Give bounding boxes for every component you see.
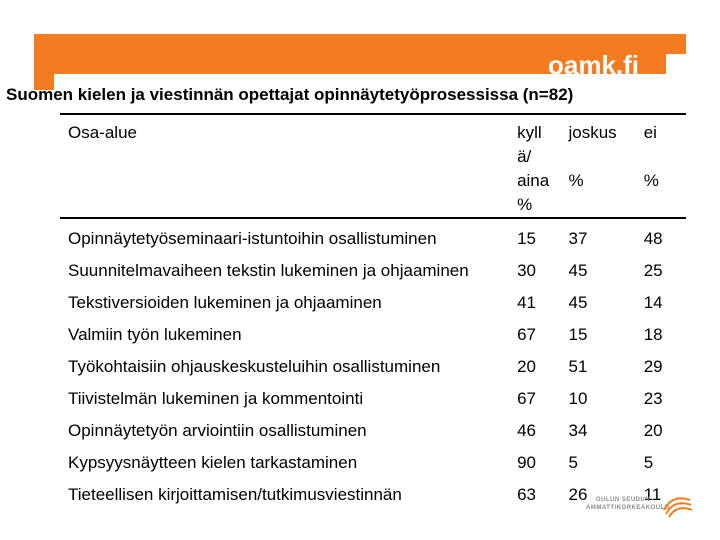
- row-kyll: 15: [517, 229, 536, 248]
- row-area: Opinnäytetyön arviointiin osallistuminen: [68, 421, 367, 440]
- table-row: [60, 251, 686, 283]
- header-joskus-line: [569, 145, 644, 169]
- row-kyll: 90: [517, 453, 536, 472]
- row-ei: 5: [643, 453, 654, 472]
- header-area: Osa-alue: [68, 123, 137, 142]
- row-kyll: 67: [517, 389, 536, 408]
- row-area: Tiivistelmän lukeminen ja kommentointi: [68, 389, 364, 408]
- header-kyll-line: %: [517, 195, 533, 214]
- header-ei-line: %: [643, 171, 659, 190]
- row-ei: 48: [643, 229, 663, 248]
- row-ei: 20: [643, 421, 663, 440]
- oamk-wave-icon: [662, 488, 692, 518]
- row-kyll: 46: [517, 421, 536, 440]
- footer-logo-line: AMMATTIKORKEAKOULU: [586, 505, 670, 511]
- row-ei: 14: [643, 293, 663, 312]
- header-kyll-line: ä/: [517, 147, 532, 166]
- header-ei: [644, 114, 686, 218]
- row-area: Kypsyysnäytteen kielen tarkastaminen: [68, 453, 358, 472]
- table-row: [60, 218, 686, 251]
- table-body: [60, 218, 686, 507]
- header-kyll-line: kyll: [517, 123, 542, 142]
- header-joskus-line: joskus: [568, 123, 617, 142]
- row-area: Tekstiversioiden lukeminen ja ohjaaminen: [68, 293, 382, 312]
- row-area: Tieteellisen kirjoittamisen/tutkimusviestinnän: [68, 485, 402, 504]
- row-ei: 25: [643, 261, 663, 280]
- row-joskus: 5: [568, 453, 578, 472]
- table-row: [60, 283, 686, 315]
- header-row: [60, 114, 686, 218]
- row-ei: 23: [643, 389, 663, 408]
- row-kyll: 30: [517, 261, 536, 280]
- table-row: [60, 315, 686, 347]
- header-kyll: [509, 114, 568, 218]
- row-kyll: 67: [517, 325, 536, 344]
- row-kyll: 20: [517, 357, 536, 376]
- row-area: Valmiin työn lukeminen: [68, 325, 242, 344]
- survey-table-wrap: [60, 113, 686, 507]
- slide-title: Suomen kielen ja viestinnän opettajat opinnäytetyöprosessissa (n=82): [6, 85, 574, 104]
- oamk-logo-text: oamk.fi: [548, 50, 640, 80]
- row-joskus: 51: [568, 357, 588, 376]
- row-kyll: 41: [517, 293, 536, 312]
- survey-table: [60, 113, 686, 507]
- table-row: [60, 443, 686, 475]
- row-area: Työkohtaisiin ohjauskeskusteluihin osallistuminen: [68, 357, 441, 376]
- row-joskus: 15: [568, 325, 588, 344]
- row-joskus: 10: [568, 389, 588, 408]
- header-kyll-line: aina: [517, 171, 550, 190]
- header-ei-line: ei: [643, 123, 657, 142]
- oamk-footer-logo-text: [586, 496, 670, 512]
- row-area: Opinnäytetyöseminaari-istuntoihin osallistuminen: [68, 229, 437, 248]
- row-kyll: 63: [517, 485, 536, 504]
- header-band-left: [34, 34, 54, 90]
- row-joskus: 37: [568, 229, 588, 248]
- row-ei: 29: [643, 357, 663, 376]
- header-ei-line: [644, 145, 686, 169]
- table-row: [60, 379, 686, 411]
- row-joskus: 45: [568, 293, 588, 312]
- row-joskus: 26: [568, 485, 588, 504]
- row-ei: 11: [643, 485, 662, 504]
- row-joskus: 34: [568, 421, 588, 440]
- footer-logo-line: OULUN SEUDUN: [595, 497, 651, 503]
- header-notch-right: [666, 54, 686, 84]
- table-header: [60, 114, 686, 218]
- table-row: [60, 347, 686, 379]
- row-joskus: 45: [568, 261, 588, 280]
- header-joskus-line: %: [568, 171, 584, 190]
- header-joskus: [569, 114, 644, 218]
- row-ei: 18: [643, 325, 663, 344]
- table-row: [60, 411, 686, 443]
- row-area: Suunnitelmavaiheen tekstin lukeminen ja ohjaaminen: [68, 261, 469, 280]
